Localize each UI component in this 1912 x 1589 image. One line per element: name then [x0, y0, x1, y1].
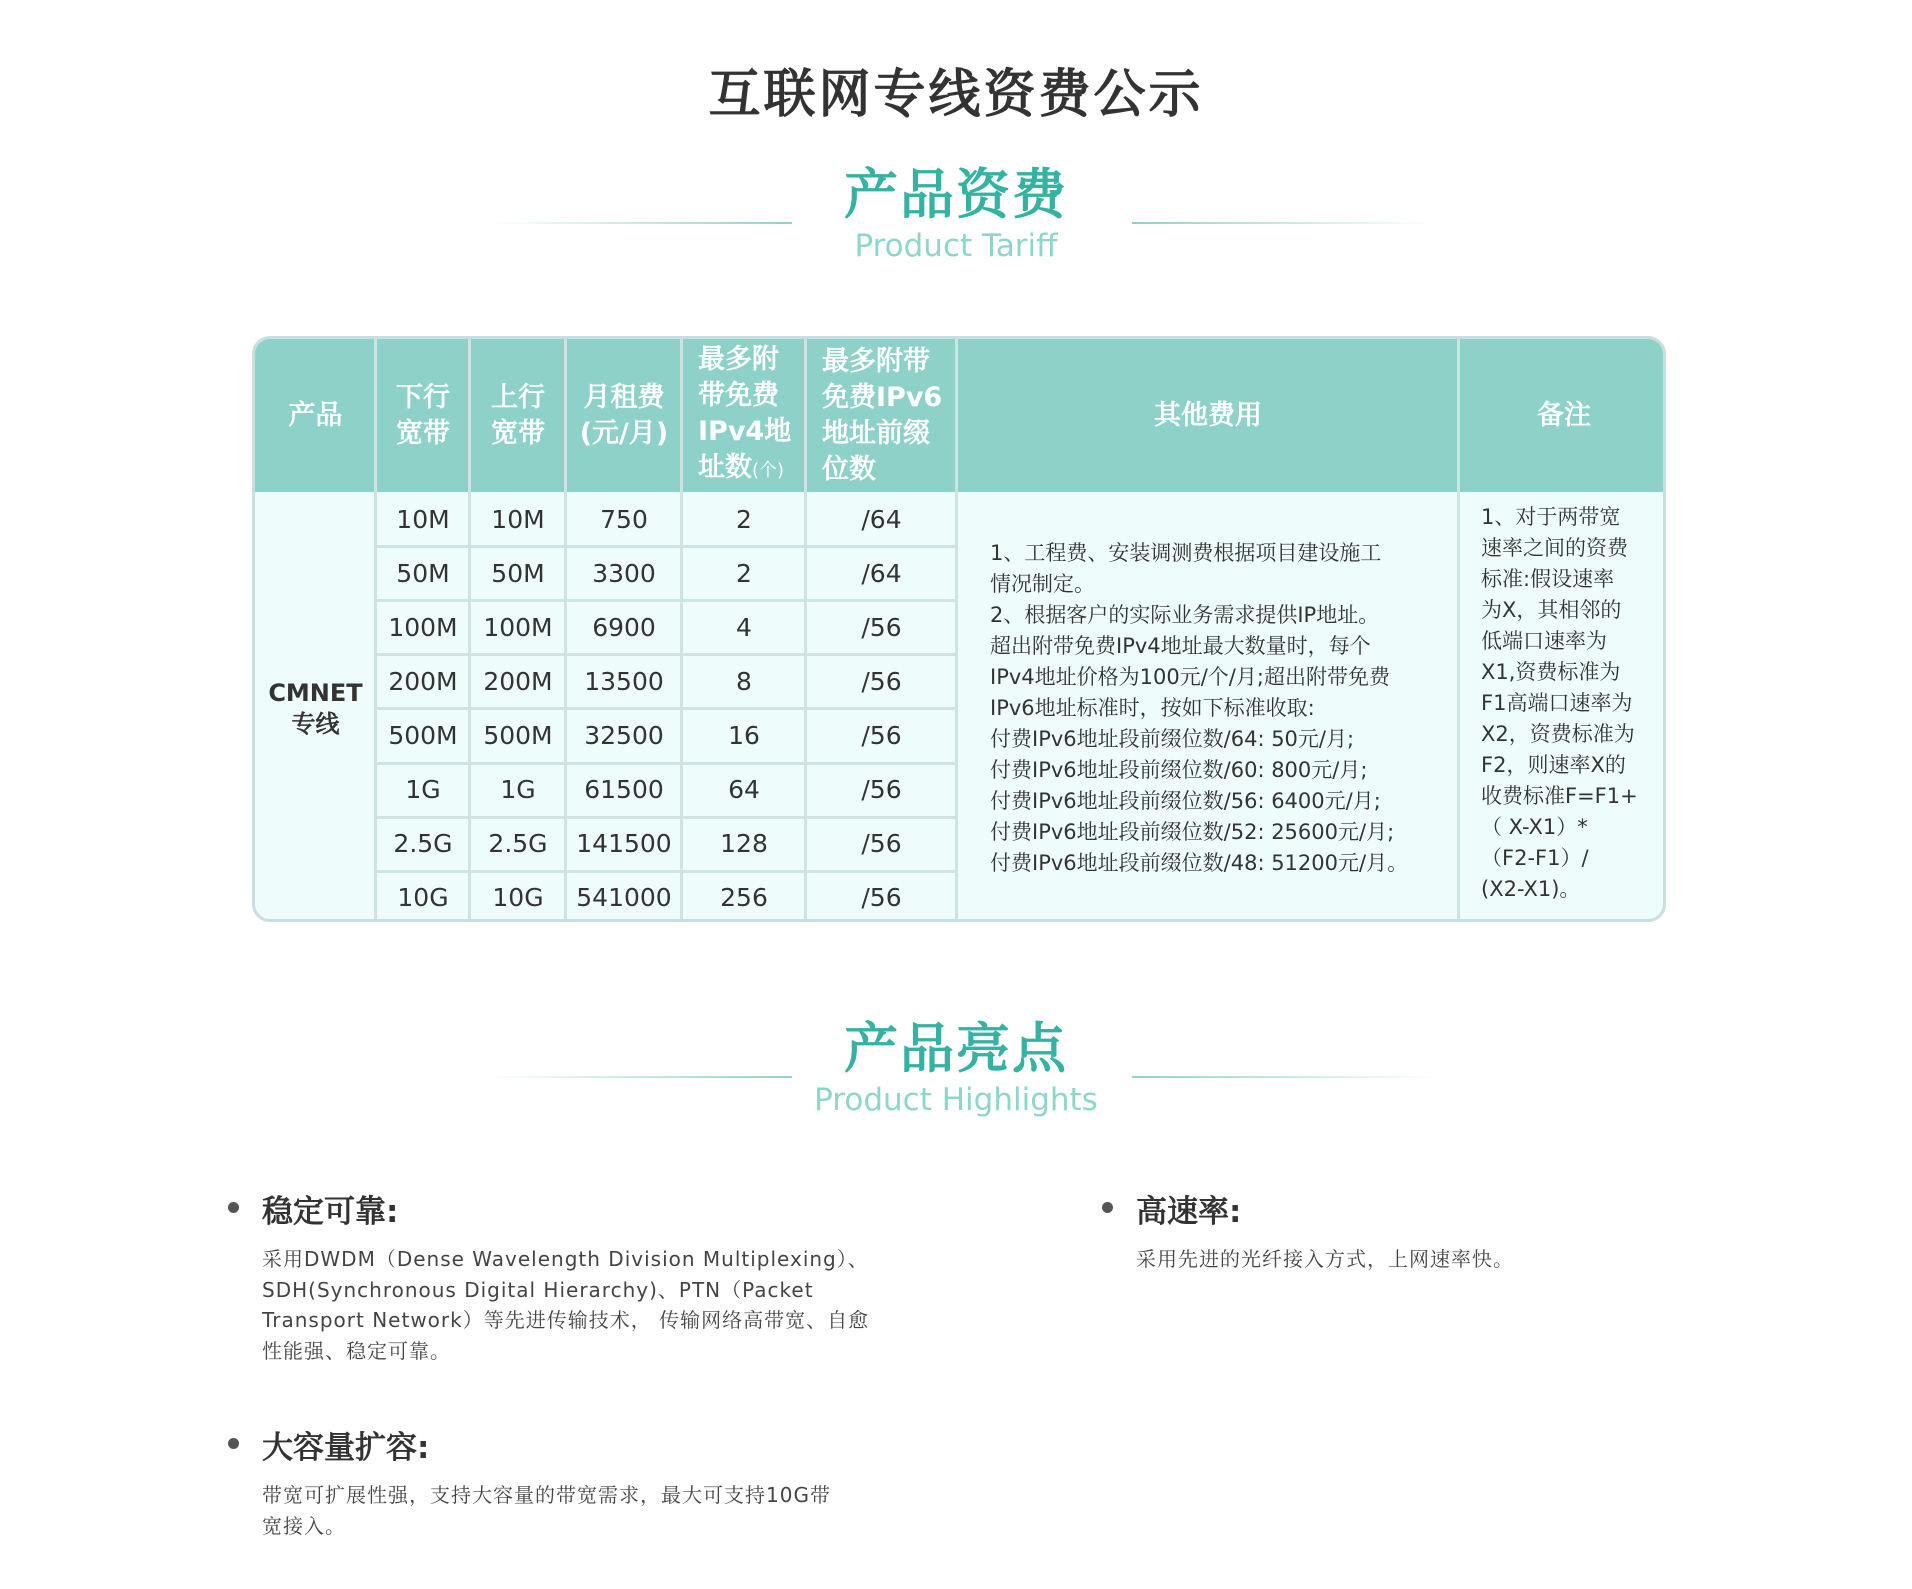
cell-up: 100M	[483, 612, 553, 642]
cell-fee: 32500	[584, 720, 664, 750]
cell-down: 1G	[405, 775, 441, 805]
highlight-description: 采用先进的光纤接入方式，上网速率快。	[1136, 1247, 1514, 1271]
header-ipv4-main: 最多附 带免费 IPv4地 址数	[698, 344, 792, 483]
cell-up: 200M	[483, 666, 553, 696]
grid-line	[1457, 339, 1460, 922]
tariff-section-title: 产品资费	[844, 163, 1068, 226]
cell-ipv4: 64	[728, 775, 760, 805]
other-fees-cell	[957, 492, 1459, 922]
cell-ipv6: /64	[861, 558, 902, 588]
header-note-label: 备注	[1537, 399, 1591, 431]
cell-down: 50M	[396, 558, 450, 588]
highlight-description: 采用DWDM（Dense Wavelength Division Multiplexing）、 SDH(Synchronous Digital Hierarchy)、PTN（Packet Transport Network）等先进传输技术， 传输网络高带宽、自愈 性能强、稳定可靠。	[262, 1247, 870, 1363]
cell-ipv4: 256	[720, 883, 768, 913]
grid-line	[955, 339, 958, 922]
cell-down: 500M	[388, 720, 458, 750]
grid-line	[376, 599, 957, 602]
highlights-section-subtitle: Product Highlights	[814, 1082, 1098, 1118]
cell-ipv4: 8	[736, 666, 752, 696]
grid-line	[376, 707, 957, 710]
cell-fee: 750	[600, 504, 648, 534]
cell-ipv6: /56	[861, 720, 902, 750]
cell-ipv6: /56	[861, 883, 902, 913]
grid-line	[564, 339, 567, 922]
cell-up: 10M	[491, 504, 545, 534]
header-ipv6	[806, 339, 957, 492]
header-ipv4-label	[698, 342, 791, 489]
product-cell	[255, 492, 376, 922]
header-monthly-fee	[566, 339, 682, 492]
cell-fee: 541000	[576, 883, 672, 913]
highlights-section-heading	[0, 1018, 1912, 1120]
cell-ipv4: 2	[736, 558, 752, 588]
grid-line	[376, 545, 957, 548]
cell-fee: 6900	[592, 612, 656, 642]
header-downlink-label: 下行 宽带	[396, 381, 450, 449]
cell-ipv6: /56	[861, 666, 902, 696]
cell-up: 50M	[491, 558, 545, 588]
cell-down: 2.5G	[393, 829, 453, 859]
highlight-description: 带宽可扩展性强，支持大容量的带宽需求，最大可支持10G带 宽接入。	[262, 1483, 831, 1538]
header-product-label: 产品	[288, 399, 343, 431]
tariff-table	[252, 336, 1666, 922]
grid-line	[804, 339, 807, 922]
header-uplink-label: 上行 宽带	[491, 381, 545, 449]
cell-ipv4: 2	[736, 504, 752, 534]
grid-line	[468, 339, 471, 922]
grid-line	[374, 339, 377, 922]
highlight-title: 高速率:	[1136, 1194, 1242, 1230]
cell-ipv4: 4	[736, 612, 752, 642]
header-uplink	[470, 339, 566, 492]
note-text: 1、对于两带宽 速率之间的资费 标准:假设速率 为X，其相邻的 低端口速率为 X1,资费标准为 F1高端口速率为 X2，资费标准为 F2，则速率X的 收费标准F=F1+ （ X-X1）* （F2-F1）/ (X2-X1)。	[1481, 505, 1638, 901]
cell-fee: 3300	[592, 558, 656, 588]
header-monthly-fee-label: 月租费 (元/月)	[579, 381, 669, 449]
cell-up: 10G	[492, 883, 544, 913]
tariff-section-heading	[0, 164, 1912, 266]
highlight-title: 大容量扩容:	[262, 1430, 430, 1466]
cell-ipv4: 128	[720, 829, 768, 859]
tariff-section-subtitle: Product Tariff	[854, 228, 1058, 264]
cell-fee: 13500	[584, 666, 664, 696]
note-cell	[1459, 492, 1666, 922]
grid-line	[680, 339, 683, 922]
cell-ipv6: /56	[861, 612, 902, 642]
cell-up: 500M	[483, 720, 553, 750]
grid-line	[376, 762, 957, 765]
grid-line	[376, 870, 957, 873]
highlights-section-title: 产品亮点	[844, 1017, 1068, 1080]
cell-down: 10G	[397, 883, 449, 913]
cell-down: 100M	[388, 612, 458, 642]
header-note	[1459, 339, 1666, 492]
header-downlink	[376, 339, 470, 492]
cell-up: 2.5G	[488, 829, 548, 859]
cell-down: 200M	[388, 666, 458, 696]
cell-fee: 141500	[576, 829, 672, 859]
cell-fee: 61500	[584, 775, 664, 805]
highlight-title: 稳定可靠:	[262, 1194, 399, 1230]
header-ipv4	[682, 339, 806, 492]
page-title: 互联网专线资费公示	[708, 65, 1204, 125]
cell-down: 10M	[396, 504, 450, 534]
grid-line	[376, 653, 957, 656]
header-ipv6-label: 最多附带 免费IPv6 地址前缀 位数	[822, 345, 943, 485]
cell-ipv6: /56	[861, 775, 902, 805]
cell-ipv6: /64	[861, 504, 902, 534]
bullet-icon	[228, 1438, 239, 1449]
header-other-fees-label: 其他费用	[1154, 399, 1262, 431]
product-name: CMNET 专线	[268, 678, 363, 738]
cell-up: 1G	[500, 775, 536, 805]
grid-line	[376, 816, 957, 819]
other-fees-text-wrap	[990, 492, 1430, 922]
header-product	[255, 339, 376, 492]
header-other-fees	[957, 339, 1459, 492]
cell-ipv4: 16	[728, 720, 760, 750]
header-ipv4-unit: (个)	[752, 460, 785, 481]
bullet-icon	[1102, 1202, 1113, 1213]
bullet-icon	[228, 1202, 239, 1213]
other-fees-text: 1、工程费、安装调测费根据项目建设施工 情况制定。 2、根据客户的实际业务需求提供IP地址。 超出附带免费IPv4地址最大数量时，每个 IPv4地址价格为100元/个/月;超出附带免费 IPv6地址标准时，按如下标准收取: 付费IPv6地址段前缀位数/64: 50元/月; 付费IPv6地址段前缀位数/60: 800元/月; 付费IPv6地址段前缀位数/56: 6400元/月; 付费IPv6地址段前缀位数/52: 25600元/月; 付费IPv6地址段前缀位数/48: 51200元/月。	[990, 541, 1409, 875]
cell-ipv6: /56	[861, 829, 902, 859]
